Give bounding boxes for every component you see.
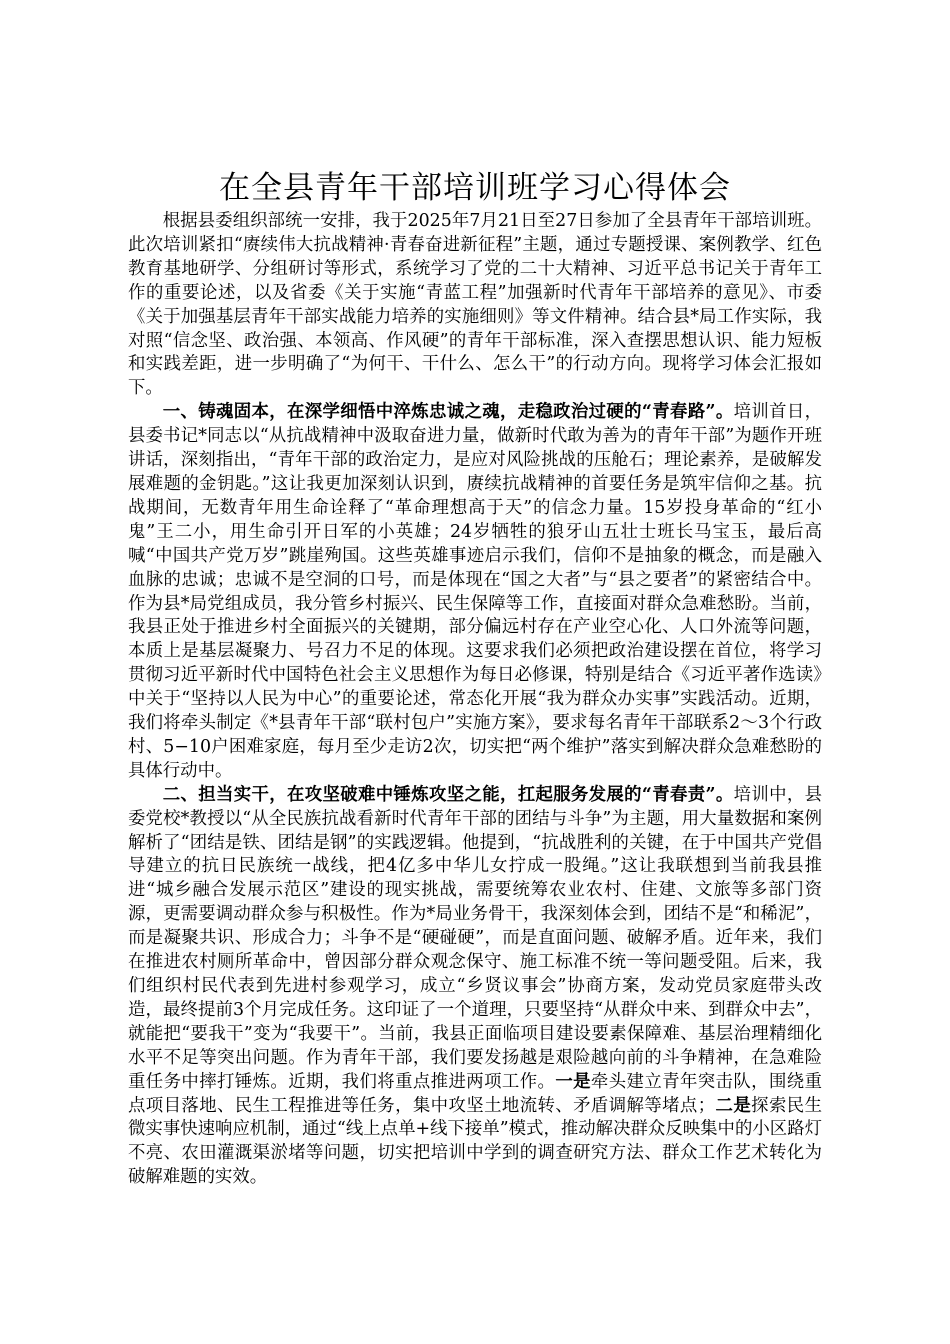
section-2-heading: 二、担当实干，在攻坚破难中锤炼攻坚之能，扛起服务发展的“青春责”。: [162, 784, 734, 805]
document-title: 在全县青年干部培训班学习心得体会: [219, 170, 731, 206]
section-2-body: 培训中，县委党校*教授以“从全民族抗战看新时代青年干部的团结与斗争”为主题，用大量数据和案例解析了“团结是铁、团结是钢”的实践逻辑。他提到，“抗战胜利的关键，在于中国共产党倡导建立的抗日民族统一战线，把4亿多中华儿女拧成一股绳。”这让我联想到当前我县推进“城乡融合发展示范区”建设的现实挑战，需要统筹农业农村、住建、文旅等多部门资源，更需要调动群众参与积极性。作为*局业务骨干，我深刻体会到，团结不是“和稀泥”，而是凝聚共识、形成合力；斗争不是“硬碰硬”，而是直面问题、破解矛盾。近年来，我们在推进农村厕所革命中，曾因部分群众观念保守、施工标准不统一等问题受阻。后来，我们组织村民代表到先进村参观学习，成立“乡贤议事会”协商方案，发动党员家庭带头改造，最终提前3个月完成任务。这印证了一个道理，只要坚持“从群众中来、到群众中去”，就能把“要我干”变为“我要干”。当前，我县正面临项目建设要素保障难、基层治理精细化水平不足等突出问题。作为青年干部，我们要发扬越是艰险越向前的斗争精神，在急难险重任务中摔打锤炼。近期，我们将重点推进两项工作。: [128, 784, 822, 1092]
document-page: [128, 166, 822, 1190]
section-2-item-1-text: 牵头建立青年突击队，围绕重点项目落地、民生工程推进等任务，集中攻坚土地流转、矛盾调解等堵点；: [128, 1071, 822, 1116]
section-1-body: 培训首日，县委书记*同志以“从抗战精神中汲取奋进力量，做新时代敢为善为的青年干部”为题作开班讲话，深刻指出，“青年干部的政治定力，是应对风险挑战的压舱石；理论素养，是破解发展难题的金钥匙。”这让我更加深刻认识到，赓续抗战精神的首要任务是筑牢信仰之基。抗战期间，无数青年用生命诠释了“革命理想高于天”的信念力量。15岁投身革命的“红小鬼”王二小，用生命引开日军的小英雄；24岁牺牲的狼牙山五壮士班长马宝玉，最后高喊“中国共产党万岁”跳崖殉国。这些英雄事迹启示我们，信仰不是抽象的概念，而是融入血脉的忠诚；忠诚不是空洞的口号，而是体现在“国之大者”与“县之要者”的紧密结合中。作为县*局党组成员，我分管乡村振兴、民生保障等工作，直接面对群众急难愁盼。当前，我县正处于推进乡村全面振兴的关键期，部分偏远村存在产业空心化、人口外流等问题，本质上是基层凝聚力、号召力不足的体现。这要求我们必须把政治建设摆在首位，将学习贯彻习近平新时代中国特色社会主义思想作为每日必修课，特别是结合《习近平著作选读》中关于“坚持以人民为中心”的重要论述，常态化开展“我为群众办实事”实践活动。近期，我们将牵头制定《*县青年干部“联村包户”实施方案》，要求每名青年干部联系2～3个行政村、5−10户困难家庭，每月至少走访2次，切实把“两个维护”落实到解决群众急难愁盼的具体行动中。: [128, 402, 822, 781]
section-2-item-2-marker: 二是: [715, 1095, 752, 1116]
section-2-paragraph: [128, 784, 822, 1190]
section-2-item-1-marker: 一是: [555, 1071, 591, 1092]
section-1-heading: 一、铸魂固本，在深学细悟中淬炼忠诚之魂，走稳政治过硬的“青春路”。: [162, 402, 734, 423]
section-2-item-2-text: 探索民生微实事快速响应机制，通过“线上点单+线下接单”模式，推动解决群众反映集中的小区路灯不亮、农田灌溉渠淤堵等问题，切实把培训中学到的调查研究方法、群众工作艺术转化为破解难题的实效。: [128, 1095, 822, 1188]
section-1-paragraph: [128, 401, 822, 784]
intro-paragraph: 根据县委组织部统一安排，我于2025年7月21日至27日参加了全县青年干部培训班。此次培训紧扣“赓续伟大抗战精神·青春奋进新征程”主题，通过专题授课、案例教学、红色教育基地研学、分组研讨等形式，系统学习了党的二十大精神、习近平总书记关于青年工作的重要论述，以及省委《关于实施“青蓝工程”加强新时代青年干部培养的意见》、市委《关于加强基层青年干部实战能力培养的实施细则》等文件精神。结合县*局工作实际，我对照“信念坚、政治强、本领高、作风硬”的青年干部标准，深入查摆思想认识、能力短板和实践差距，进一步明确了“为何干、干什么、怎么干”的行动方向。现将学习体会汇报如下。: [128, 211, 822, 399]
